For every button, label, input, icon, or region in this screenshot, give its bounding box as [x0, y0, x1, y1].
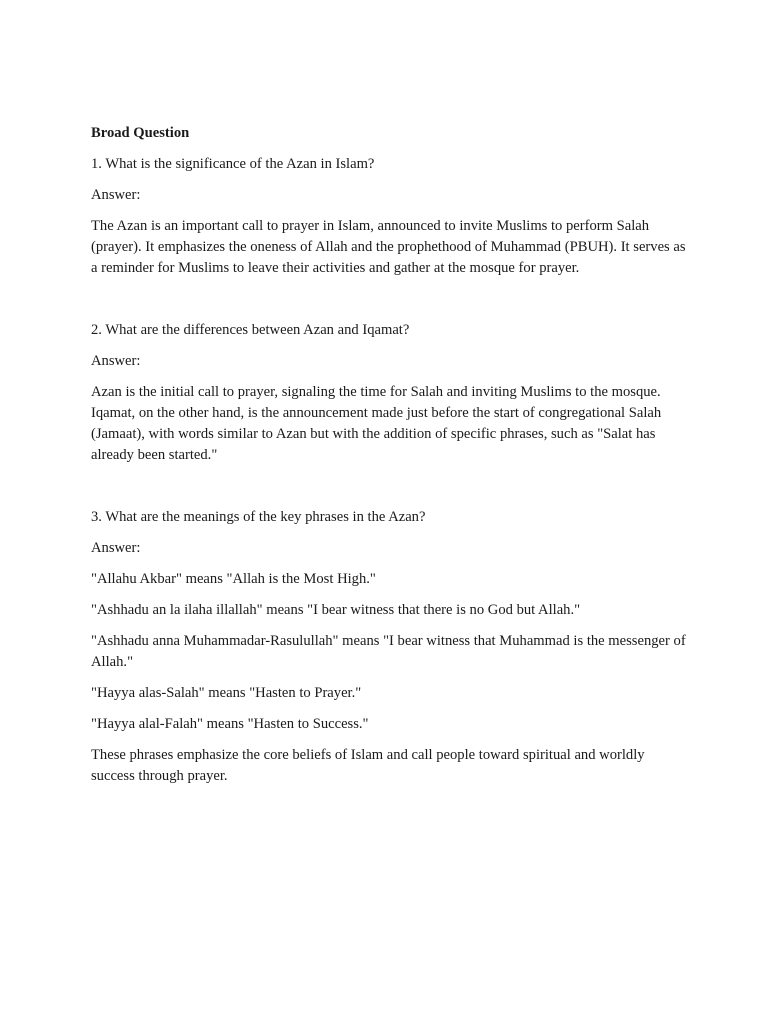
- question-text: 3. What are the meanings of the key phrases in the Azan?: [91, 509, 426, 525]
- document-heading: Broad Question: [91, 125, 190, 141]
- question-text: 2. What are the differences between Azan and Iqamat?: [91, 322, 410, 338]
- answer-paragraph: The Azan is an important call to prayer in Islam, announced to invite Muslims to perform Salah (prayer). It emphasizes the oneness of Allah and the prophethood of Muhammad (PBUH). It serves as a reminder for Muslims to leave their activities and gather at the mosque for prayer.: [91, 218, 686, 276]
- answer-label: Answer:: [91, 353, 141, 369]
- question-block-1: [91, 154, 691, 279]
- answer-paragraph: "Hayya alal-Falah" means "Hasten to Success.": [91, 716, 369, 732]
- question-block-3: [91, 507, 691, 787]
- section-spacer: [91, 476, 691, 507]
- answer-paragraph: "Hayya alas-Salah" means "Hasten to Prayer.": [91, 685, 362, 701]
- answer-paragraph: "Ashhadu an la ilaha illallah" means "I bear witness that there is no God but Allah.": [91, 602, 581, 618]
- question-block-2: [91, 320, 691, 466]
- answer-paragraph: These phrases emphasize the core beliefs of Islam and call people toward spiritual and worldly success through prayer.: [91, 747, 645, 784]
- answer-paragraph: "Ashhadu anna Muhammadar-Rasulullah" means "I bear witness that Muhammad is the messenger of Allah.": [91, 633, 686, 670]
- answer-paragraph: "Allahu Akbar" means "Allah is the Most High.": [91, 571, 376, 587]
- document-page: [91, 123, 691, 797]
- question-text: 1. What is the significance of the Azan in Islam?: [91, 156, 375, 172]
- answer-label: Answer:: [91, 187, 141, 203]
- answer-paragraph: Azan is the initial call to prayer, signaling the time for Salah and inviting Muslims to the mosque. Iqamat, on the other hand, is the announcement made just before the start of congregational Salah (Jamaat), with words similar to Azan but with the addition of specific phrases, such as "Salat has already been started.": [91, 384, 662, 463]
- answer-label: Answer:: [91, 540, 141, 556]
- section-spacer: [91, 289, 691, 320]
